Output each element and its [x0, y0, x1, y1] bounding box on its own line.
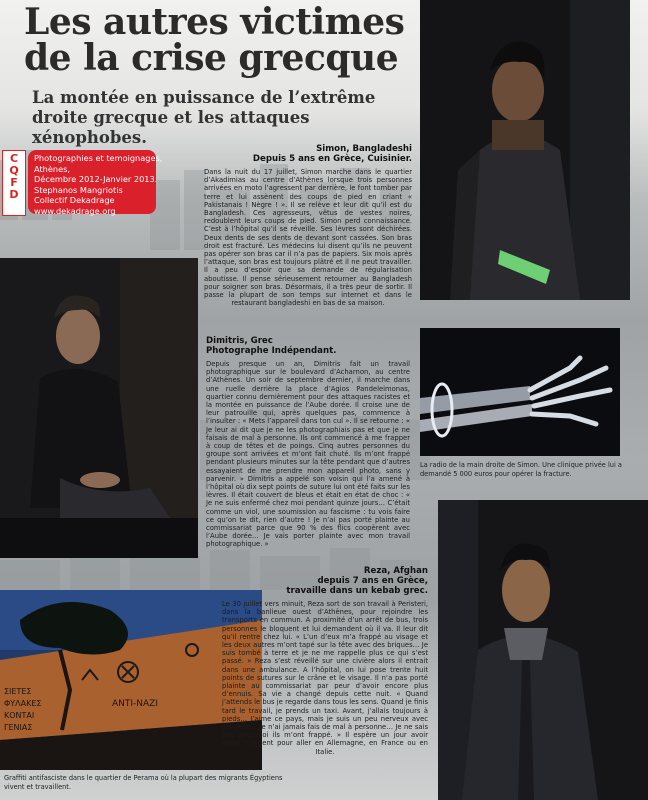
photo-dimitris-portrait [0, 258, 198, 558]
photo-simon-portrait [420, 0, 630, 300]
title-line: Les autres victimes [24, 1, 405, 43]
photo-xray [420, 328, 620, 456]
article-simon [204, 144, 412, 307]
article-dimitris [206, 336, 410, 549]
credits-line: Collectif Dekadrage [34, 195, 115, 205]
logo-letter: C [9, 152, 19, 165]
credits-line: Photographies et temoignages, [34, 153, 163, 163]
article-subheading: Photographe Indépendant. [206, 346, 337, 356]
photo-reza-portrait [438, 500, 648, 800]
article-body: Le 30 juillet vers minuit, Reza sort de son travail à Peristeri, dans la banlieue ouest d’Athènes, pour rejoindre les transports en commun. A proximité d’un arrêt de bus, trois personnes le bloquent et lui demandent où il va. Il leur dit qu’il rentre chez lui. « L’un d’eux m’a frappé au visage et les deux autres m’ont tapé sur la tête avec des briques… Je suis tombé à terre et je ne me rappelle plus ce qui s’est passé. » Reza s’est réveillé sur une civière alors il entrait dans une ambulance. A l’hôpital, on lui pose trente huit points de sutures sur le crâne et le visage. Il n’a pas porté plainte au commissariat par peur d’avoir encore plus d’ennuis. Sa vie a changé depuis cette nuit. « Quand j’attends le bus je regarde dans tous les sens. Quand je finis tard le travail, je prends un taxi. Avant, j’allais toujours à pieds… J’aime ce pays, mais je suis un peu nerveux avec les gens… Je n’ai jamais fais de mal à personne… Je ne sais pas pourquoi ils m’ont frappé. » Il espère un jour avoir assez d’argent pour aller en Allemagne, en France ou en Italie. [222, 600, 428, 756]
graffiti-text: ΓΕΝΙΑΣ [4, 723, 33, 732]
article-reza [222, 566, 428, 756]
credits-line: Athènes, [34, 163, 70, 174]
page-title [24, 1, 414, 79]
article-body: Depuis presque un an, Dimitris fait un travail photographique sur le boulevard d’Acharnon, au centre d’Athènes. Un soir de septembre dernier, il marche dans une ruelle derrière la place d’Agios Pandeleimonas, quartier connu dernièrement pour des attaques racistes et la montée en puissance de l’Aube dorée. Il croise une de leur patrouille qui, après quelques pas, commence à l’insulter : « Mets l’appareil dans ton cul ». Il se retourne : « Je leur ai dit que je ne les photographiais pas et que je ne faisais de mal à personne. Ils ont commencé à me frapper à coup de têtes et de poings. Cinq autres personnes du groupe sont arrivées et m’ont fait chuté. Ils m’ont frappé pendant plusieurs minutes sur la tête pendant que d’autres essayaient de me prendre mon appareil photo, sans y parvenir. » Dimitris a appelé son voisin qui l’a amené à l’hôpital où dix sept points de suture lui ont été faits sur les lèvres. Il était couvert de bleus et était en état de choc : « Je ne suis enfermé chez moi pendant quinze jours… C’était comme un viol, une soumission au fascisme : tu vois faire ce qu’on te dit, rien d’autre ! Je n’ai pas porté plainte au commissariat parce que 90 % des flics coopèrent avec l’Aube dorée… Je vais porter plainte avec mon travail photographique. » [206, 360, 410, 549]
graffiti-text: ΚΟΝΤΑΙ [4, 711, 35, 720]
title-line: de la crise grecque [24, 37, 399, 79]
graffiti-caption: Graffiti antifasciste dans le quartier de Perama où la plupart des migrants Égyptiens vivent et travaillent. [4, 774, 283, 791]
collective-logo [2, 150, 26, 216]
graffiti-text: ΑΝΤΙ-ΝΑΖΙ [112, 699, 158, 709]
article-subheading: depuis 7 ans en Grèce, [317, 576, 428, 586]
graffiti-text: ΣΙΕΤΕΣ [4, 687, 32, 696]
credits-line: Stephanos Mangriotis [34, 184, 123, 195]
article-heading: Reza, Afghan [363, 566, 428, 576]
logo-letter: F [10, 176, 18, 189]
article-subheading: Depuis 5 ans en Grèce, Cuisinier. [252, 154, 412, 164]
article-body: Dans la nuit du 17 juillet, Simon marche dans le quartier d’Akadimias au centre d’Athènes lorsque trois personnes arrivées en moto l’agressent par derrière, le font tomber par terre et lui assènent des coups de pied en criant « Pakistanais ! Nègre ! ». Il se relève et leur dit qu’il est du Bangladesh. Ces agresseurs, vêtus de vestes noires, redoublent leurs coups de pied. Simon perd connaissance. C’est à l’hôpital qu’il se réveille. Ses lèvres sont déchirées. Deux dents de ses dents de devant sont cassées. Son bras droit est fracturé. Les médecins lui disent qu’ils ne peuvent pas opérer son bras car il n’a pas de papiers. Six mois après l’attaque, son bras est toujours plâtré et il ne peut travailler. Il a peu d’espoir que sa demande de régularisation aboutisse. Il pense sérieusement retourner au Bangladesh pour soigner son bras. Désormais, il a très peur de sortir. Il passe la plupart de son temps sur internet et dans le restaurant bangladeshi en bas de sa maison. [204, 168, 412, 308]
credits-link[interactable]: www.dekadrage.org [34, 205, 116, 216]
logo-letter: Q [9, 164, 19, 177]
page-subtitle: La montée en puissance de l’extrême droite grecque et les attaques xénophobes. [32, 88, 376, 147]
logo-letter: D [9, 188, 19, 201]
credits-box [28, 150, 163, 216]
article-subheading: travaille dans un kebab grec. [286, 586, 428, 596]
credits-line: Décembre 2012-Janvier 2013. [34, 174, 158, 184]
article-heading: Dimitris, Grec [206, 336, 273, 346]
xray-caption: La radio de la main droite de Simon. Une clinique privée lui a demandé 5 000 euros pour opérer la fracture. [420, 461, 622, 478]
graffiti-text: ΦΥΛΑΚΕΣ [4, 699, 42, 708]
article-heading: Simon, Bangladeshi [316, 144, 412, 154]
